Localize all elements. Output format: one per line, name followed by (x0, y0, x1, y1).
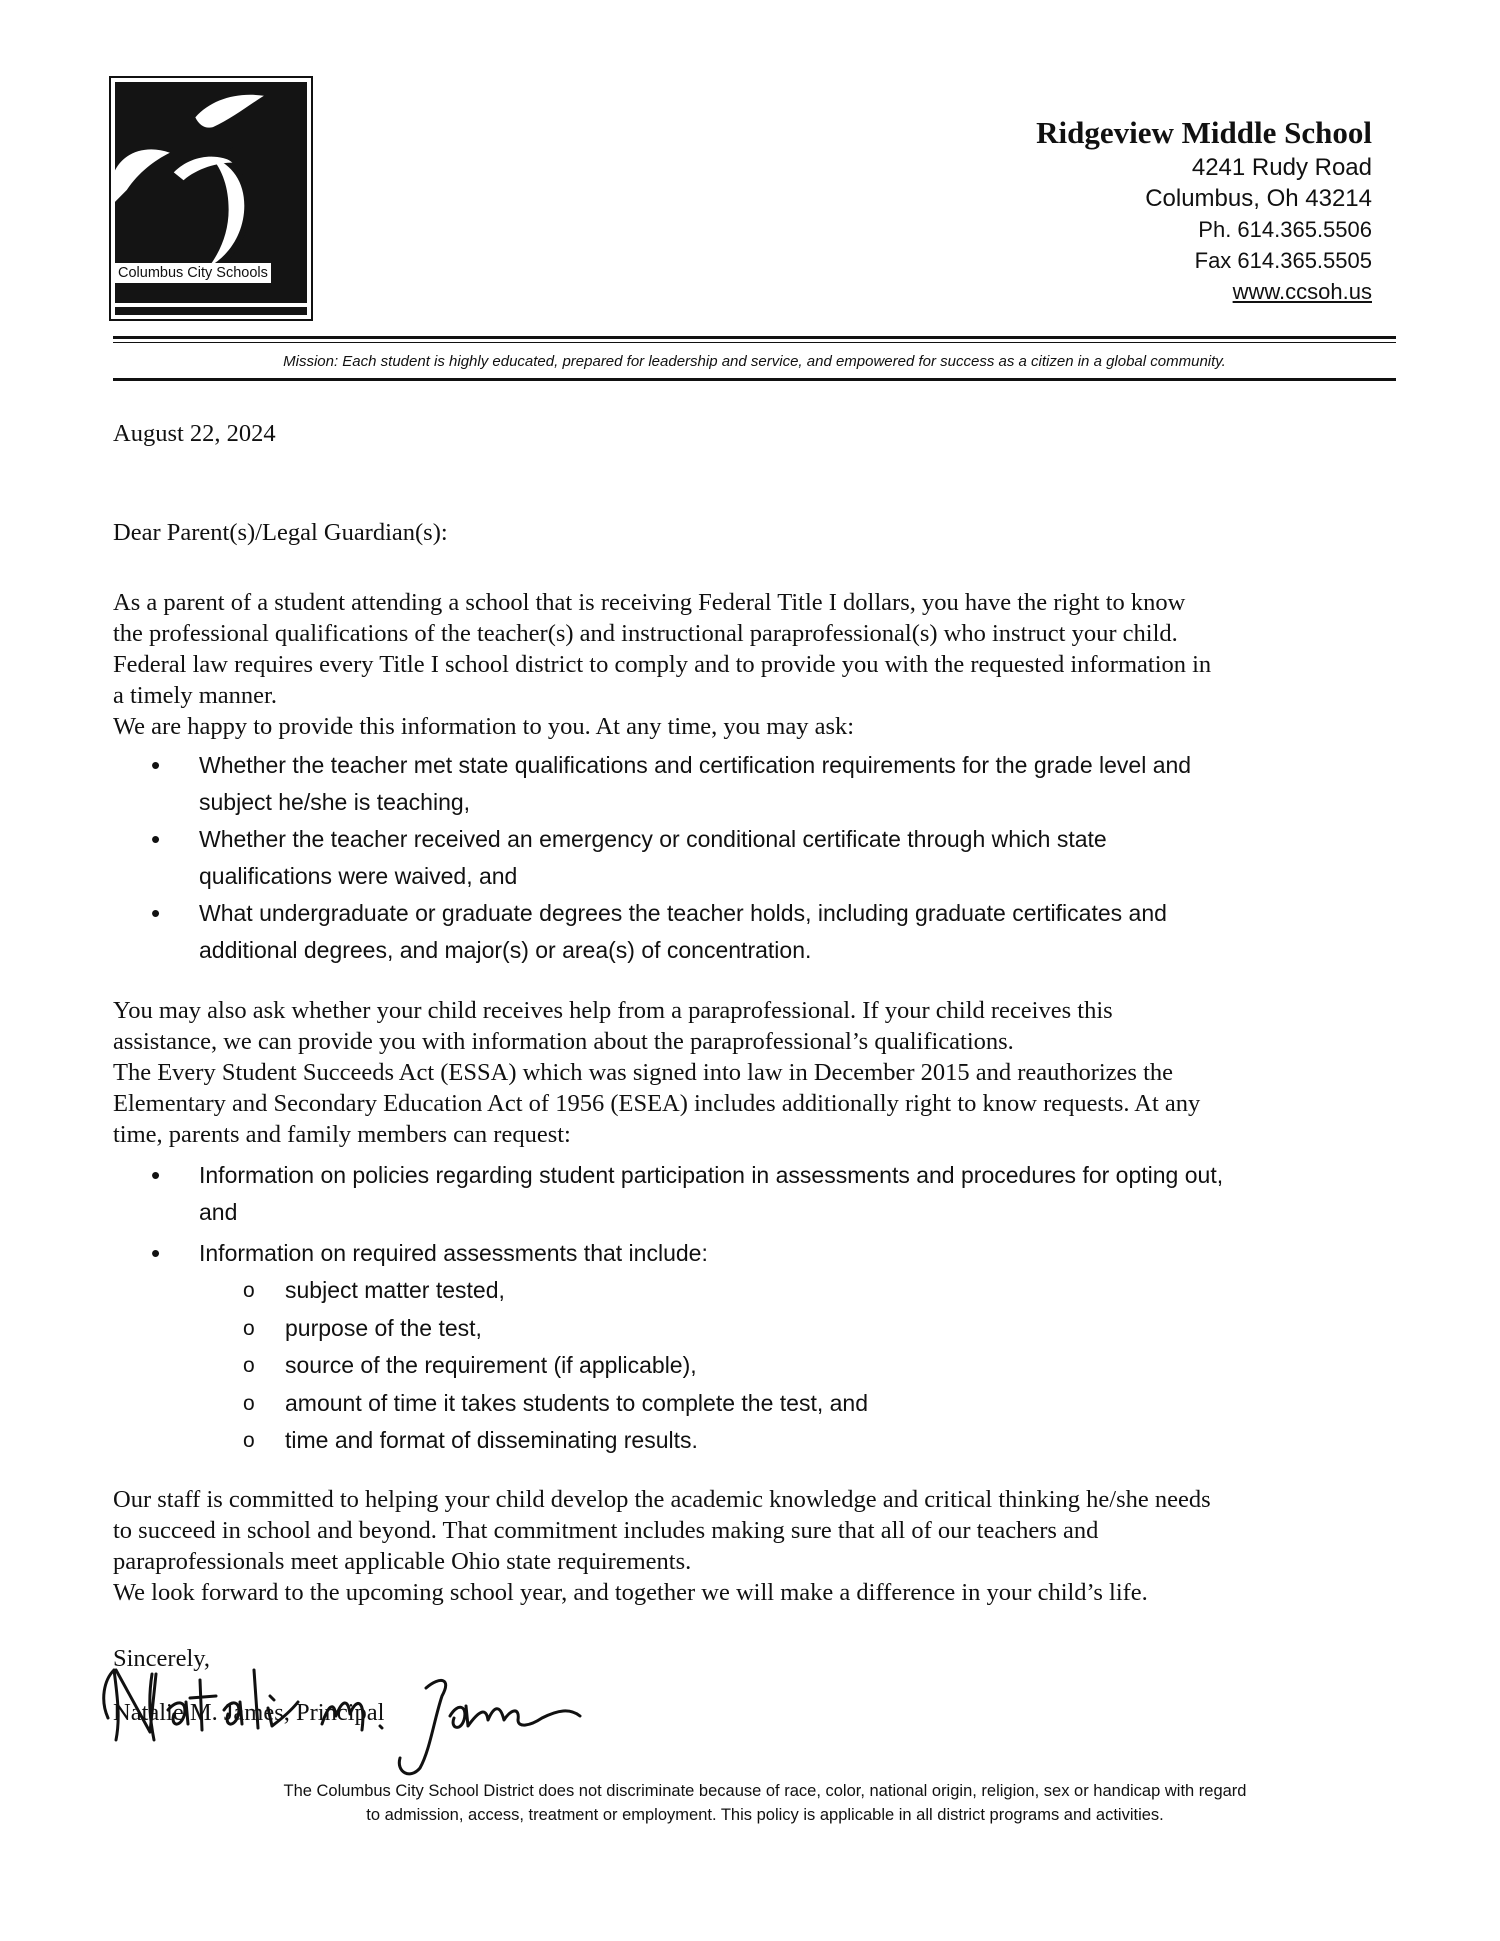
header-divider-thin (113, 342, 1396, 343)
closing: Sincerely, (113, 1645, 211, 1672)
school-contact (1036, 114, 1372, 307)
text-line: paraprofessionals meet applicable Ohio state requirements. (113, 1548, 692, 1575)
paragraph-rights (113, 587, 1403, 742)
footer-line: to admission, access, treatment or employment. This policy is applicable in all district programs and activities. (366, 1806, 1164, 1824)
list-item-line: • Information on required assessments that include: (199, 1240, 708, 1266)
list-item-line: • What undergraduate or graduate degrees the teacher holds, including graduate certificates and (199, 900, 1167, 926)
signer-name: Natalie M. James, Principal (113, 1699, 385, 1726)
ask-list (113, 747, 1403, 969)
sub-list-item: o subject matter tested, (113, 1272, 1403, 1310)
list-item (113, 1235, 1403, 1272)
mission-statement: Mission: Each student is highly educated, prepared for leadership and service, and empowered for success as a citizen in a global community. (283, 353, 1226, 370)
text-line: You may also ask whether your child receives help from a paraprofessional. If your child receives this (113, 997, 1113, 1024)
district-logo (109, 76, 313, 321)
district-name-label: Columbus City Schools (115, 263, 271, 283)
list-item (113, 821, 1403, 895)
list-item-line: and (199, 1199, 238, 1225)
text-line: We are happy to provide this information to you. At any time, you may ask: (113, 713, 855, 740)
mission-divider (113, 378, 1396, 381)
paragraph-paraprofessional (113, 995, 1403, 1150)
logo-bar (115, 307, 307, 315)
address-street: 4241 Rudy Road (1191, 154, 1372, 181)
text-line: As a parent of a student attending a school that is receiving Federal Title I dollars, you have the right to know (113, 589, 1186, 616)
list-item (113, 895, 1403, 969)
fax-number: Fax 614.365.5505 (1194, 248, 1372, 273)
text-line: Elementary and Secondary Education Act of 1956 (ESEA) includes additionally right to know requests. At any (113, 1090, 1201, 1117)
nondiscrimination-footer (180, 1779, 1350, 1827)
text-line: the professional qualifications of the teacher(s) and instructional paraprofessional(s) who instruct your child. (113, 620, 1178, 647)
request-list (113, 1157, 1403, 1460)
text-line: The Every Student Succeeds Act (ESSA) which was signed into law in December 2015 and reauthorizes the (113, 1059, 1174, 1086)
text-line: time, parents and family members can request: (113, 1121, 571, 1148)
text-line: We look forward to the upcoming school year, and together we will make a difference in your child’s life. (113, 1579, 1148, 1606)
sub-list-item: o source of the requirement (if applicable), (113, 1347, 1403, 1385)
list-item-line: • Whether the teacher met state qualifications and certification requirements for the grade level and (199, 752, 1192, 778)
list-item (113, 747, 1403, 821)
list-item-line: • Whether the teacher received an emergency or conditional certificate through which state (199, 826, 1107, 852)
list-item-line: additional degrees, and major(s) or area(s) of concentration. (199, 937, 812, 963)
phone-number: Ph. 614.365.5506 (1198, 217, 1372, 242)
text-line: a timely manner. (113, 682, 277, 709)
list-item-line: subject he/she is teaching, (199, 789, 471, 815)
header-divider (113, 336, 1396, 339)
text-line: assistance, we can provide you with information about the paraprofessional’s qualifications. (113, 1028, 1014, 1055)
website-link[interactable]: www.ccsoh.us (1232, 279, 1372, 304)
list-item (113, 1157, 1403, 1231)
letter-date: August 22, 2024 (113, 420, 276, 447)
salutation: Dear Parent(s)/Legal Guardian(s): (113, 519, 448, 546)
text-line: to succeed in school and beyond. That commitment includes making sure that all of our teachers and (113, 1517, 1099, 1544)
footer-line: The Columbus City School District does not discriminate because of race, color, national origin, religion, sex or handicap with regard (283, 1782, 1247, 1800)
list-item-line: • Information on policies regarding student participation in assessments and procedures for opting out, (199, 1162, 1224, 1188)
signature-block (90, 1640, 730, 1790)
sub-list-item: o amount of time it takes students to complete the test, and (113, 1385, 1403, 1423)
list-item-line: qualifications were waived, and (199, 863, 518, 889)
address-city: Columbus, Oh 43214 (1145, 185, 1372, 212)
sub-list-item: o time and format of disseminating results. (113, 1422, 1403, 1460)
text-line: Our staff is committed to helping your child develop the academic knowledge and critical thinking he/she needs (113, 1486, 1211, 1513)
school-name: Ridgeview Middle School (1036, 115, 1372, 150)
paragraph-commitment (113, 1484, 1403, 1608)
sub-list-item: o purpose of the test, (113, 1310, 1403, 1348)
text-line: Federal law requires every Title I school district to comply and to provide you with the requested information in (113, 651, 1212, 678)
